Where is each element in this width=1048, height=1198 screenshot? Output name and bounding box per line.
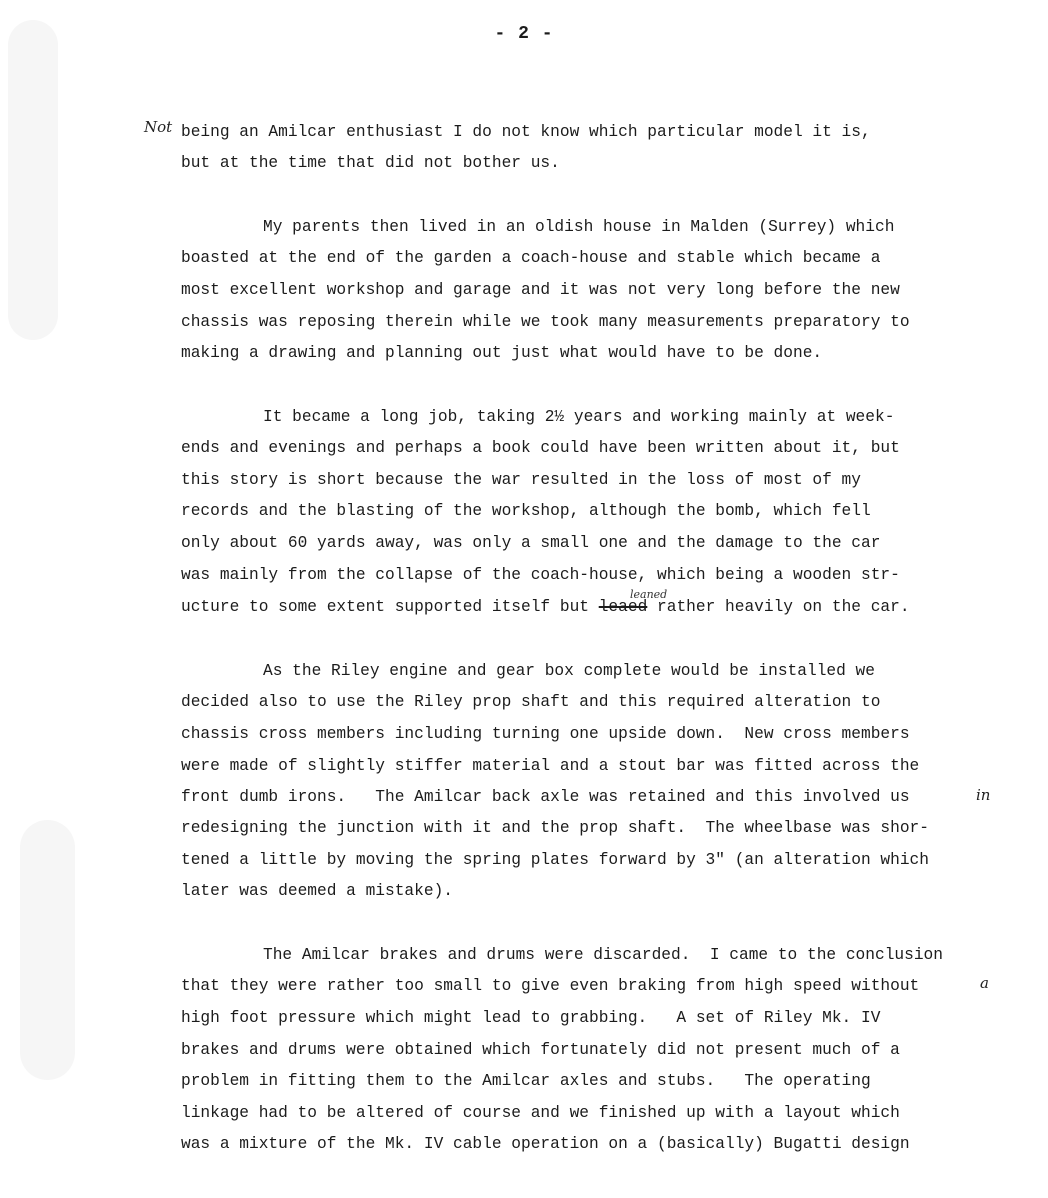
text-line: As the Riley engine and gear box complete would be installed we: [263, 662, 875, 680]
text-line: redesigning the junction with it and the prop shaft. The wheelbase was shor-: [181, 819, 929, 837]
page-number: - 2 -: [494, 24, 554, 44]
text-line: The Amilcar brakes and drums were discarded. I came to the conclusion: [263, 946, 943, 964]
margin-note-not: Not: [144, 118, 173, 136]
text-line: front dumb irons. The Amilcar back axle was retained and this involved us: [181, 788, 910, 806]
text-segment: ucture to some extent supported itself but: [181, 598, 599, 616]
text-line: were made of slightly stiffer material and a stout bar was fitted across the: [181, 757, 920, 775]
text-line: decided also to use the Riley prop shaft and this required alteration to: [181, 693, 881, 711]
faint-margin-mark: [20, 820, 75, 1080]
text-line: that they were rather too small to give even braking from high speed without: [181, 977, 920, 995]
text-line: most excellent workshop and garage and it was not very long before the new: [181, 281, 900, 299]
text-line: only about 60 yards away, was only a small one and the damage to the car: [181, 534, 881, 552]
text-line: It became a long job, taking 2½ years and working mainly at week-: [263, 408, 895, 426]
text-line: this story is short because the war resulted in the loss of most of my: [181, 471, 861, 489]
margin-note-a: a: [980, 974, 989, 992]
text-line: was a mixture of the Mk. IV cable operation on a (basically) Bugatti design: [181, 1135, 910, 1153]
struck-word: leaed: [598, 598, 648, 616]
text-line: ends and evenings and perhaps a book could have been written about it, but: [181, 439, 900, 457]
text-line: chassis was reposing therein while we took many measurements preparatory to: [181, 313, 910, 331]
text-line: records and the blasting of the workshop, although the bomb, which fell: [181, 502, 871, 520]
text-line: boasted at the end of the garden a coach-house and stable which became a: [181, 249, 881, 267]
text-line: brakes and drums were obtained which fortunately did not present much of a: [181, 1041, 900, 1059]
text-line: but at the time that did not bother us.: [181, 154, 560, 172]
faint-margin-mark: [8, 20, 58, 340]
text-line: problem in fitting them to the Amilcar axles and stubs. The operating: [181, 1072, 871, 1090]
text-line: was mainly from the collapse of the coach-house, which being a wooden str-: [181, 566, 900, 584]
text-line-with-correction: [181, 597, 910, 617]
text-line: chassis cross members including turning one upside down. New cross members: [181, 725, 910, 743]
margin-note-in: in: [976, 786, 991, 804]
text-segment: rather heavily on the car.: [647, 598, 910, 616]
text-line: high foot pressure which might lead to grabbing. A set of Riley Mk. IV: [181, 1009, 881, 1027]
text-line: tened a little by moving the spring plates forward by 3" (an alteration which: [181, 851, 929, 869]
text-line: making a drawing and planning out just what would have to be done.: [181, 344, 823, 362]
text-line: later was deemed a mistake).: [181, 882, 453, 900]
text-line: being an Amilcar enthusiast I do not know which particular model it is,: [181, 123, 871, 141]
text-line: My parents then lived in an oldish house in Malden (Surrey) which: [263, 218, 895, 236]
interlinear-correction-leaned: leaned: [630, 588, 668, 601]
text-line: linkage had to be altered of course and we finished up with a layout which: [181, 1104, 900, 1122]
